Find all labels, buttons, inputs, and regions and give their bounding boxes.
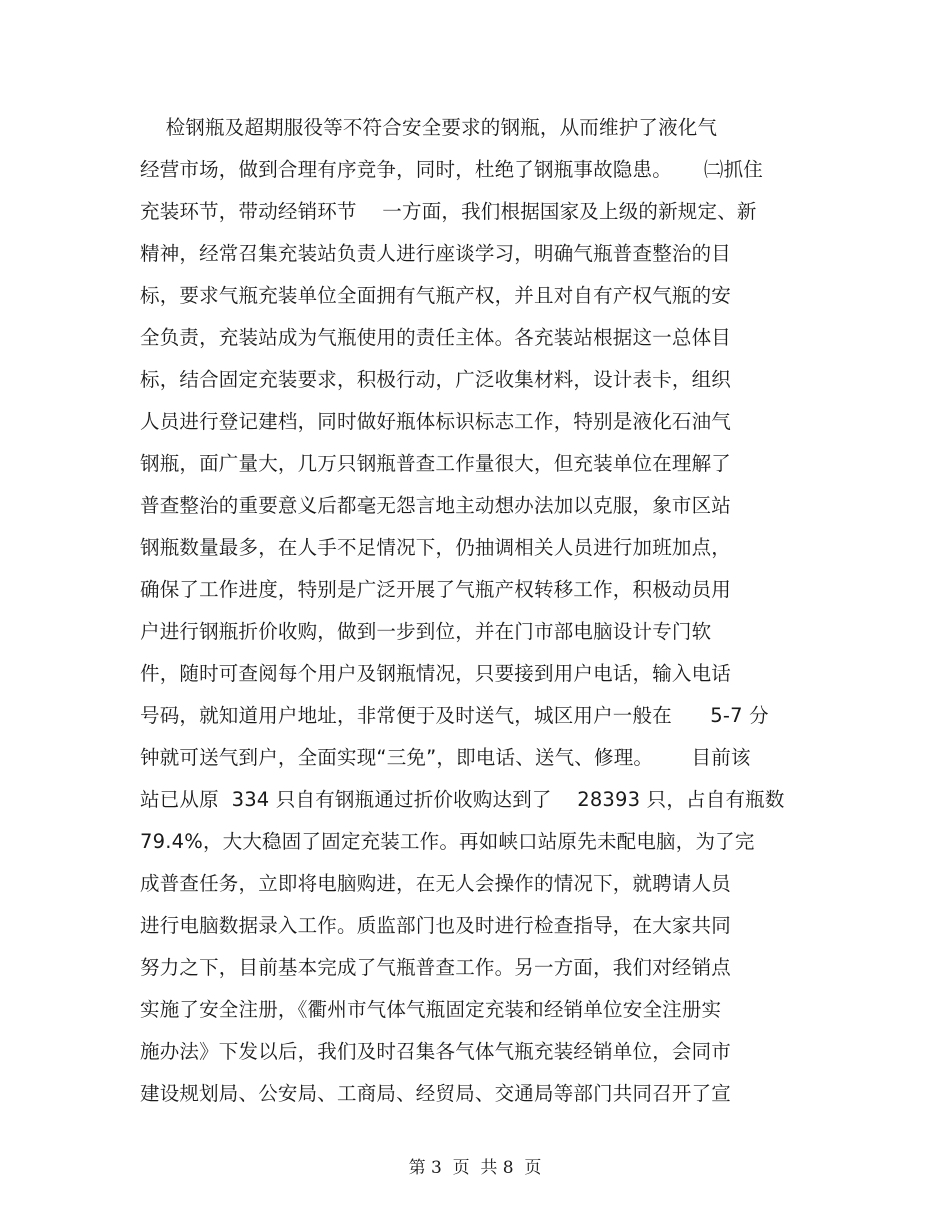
- paragraph-line: 件，随时可查阅每个用户及钢瓶情况，只要接到用户电话，输入电话: [140, 662, 732, 685]
- paragraph-line: 成普查任务，立即将电脑购进，在无人会操作的情况下，就聘请人员: [140, 872, 732, 895]
- paragraph-line: 钢瓶，面广量大，几万只钢瓶普查工作量很大，但充装单位在理解了: [140, 452, 732, 475]
- paragraph-line: 人员进行登记建档，同时做好瓶体标识标志工作，特别是液化石油气: [140, 410, 732, 433]
- paragraph-line: 标，要求气瓶充装单位全面拥有气瓶产权，并且对自有产权气瓶的安: [140, 284, 732, 307]
- paragraph-line: 精神，经常召集充装站负责人进行座谈学习，明确气瓶普查整治的目: [140, 242, 732, 265]
- page-number-footer: 第 3 页 共 8 页: [408, 1158, 542, 1178]
- paragraph-line: 实施了安全注册，《衢州市气体气瓶固定充装和经销单位安全注册实: [140, 998, 722, 1021]
- paragraph-line: 钟就可送气到户，全面实现“三免”，即电话、送气、修理。 目前该: [140, 746, 751, 769]
- paragraph-line: 建设规划局、公安局、工商局、经贸局、交通局等部门共同召开了宣: [140, 1082, 732, 1105]
- paragraph-line: 进行电脑数据录入工作。质监部门也及时进行检查指导，在大家共同: [140, 914, 732, 937]
- paragraph-line: 钢瓶数量最多，在人手不足情况下，仍抽调相关人员进行加班加点，: [140, 536, 732, 559]
- paragraph-line: 标，结合固定充装要求，积极行动，广泛收集材料，设计表卡，组织: [140, 368, 732, 391]
- paragraph-line: 充装环节，带动经销环节 一方面，我们根据国家及上级的新规定、新: [140, 200, 757, 223]
- paragraph-line: 户进行钢瓶折价收购，做到一步到位，并在门市部电脑设计专门软: [140, 620, 712, 643]
- paragraph-line: 确保了工作进度，特别是广泛开展了气瓶产权转移工作，积极动员用: [140, 578, 732, 601]
- paragraph-line: 经营市场，做到合理有序竞争，同时，杜绝了钢瓶事故隐患。 ㈡抓住: [140, 158, 763, 181]
- paragraph-line: 站已从原 334 只自有钢瓶通过折价收购达到了 28393 只，占自有瓶数: [140, 788, 785, 811]
- paragraph-line: 施办法》下发以后，我们及时召集各气体气瓶充装经销单位，会同市: [140, 1040, 732, 1063]
- paragraph-line: 号码，就知道用户地址，非常便于及时送气，城区用户一般在 5-7 分: [140, 704, 769, 727]
- paragraph-line: 79.4%，大大稳固了固定充装工作。再如峡口站原先未配电脑，为了完: [140, 830, 755, 853]
- paragraph-line: 普查整治的重要意义后都毫无怨言地主动想办法加以克服，象市区站: [140, 494, 732, 517]
- paragraph-line: 努力之下，目前基本完成了气瓶普查工作。另一方面，我们对经销点: [140, 956, 732, 979]
- paragraph-line: 检钢瓶及超期服役等不符合安全要求的钢瓶，从而维护了液化气: [140, 116, 718, 139]
- paragraph-line: 全负责，充装站成为气瓶使用的责任主体。各充装站根据这一总体目: [140, 326, 732, 349]
